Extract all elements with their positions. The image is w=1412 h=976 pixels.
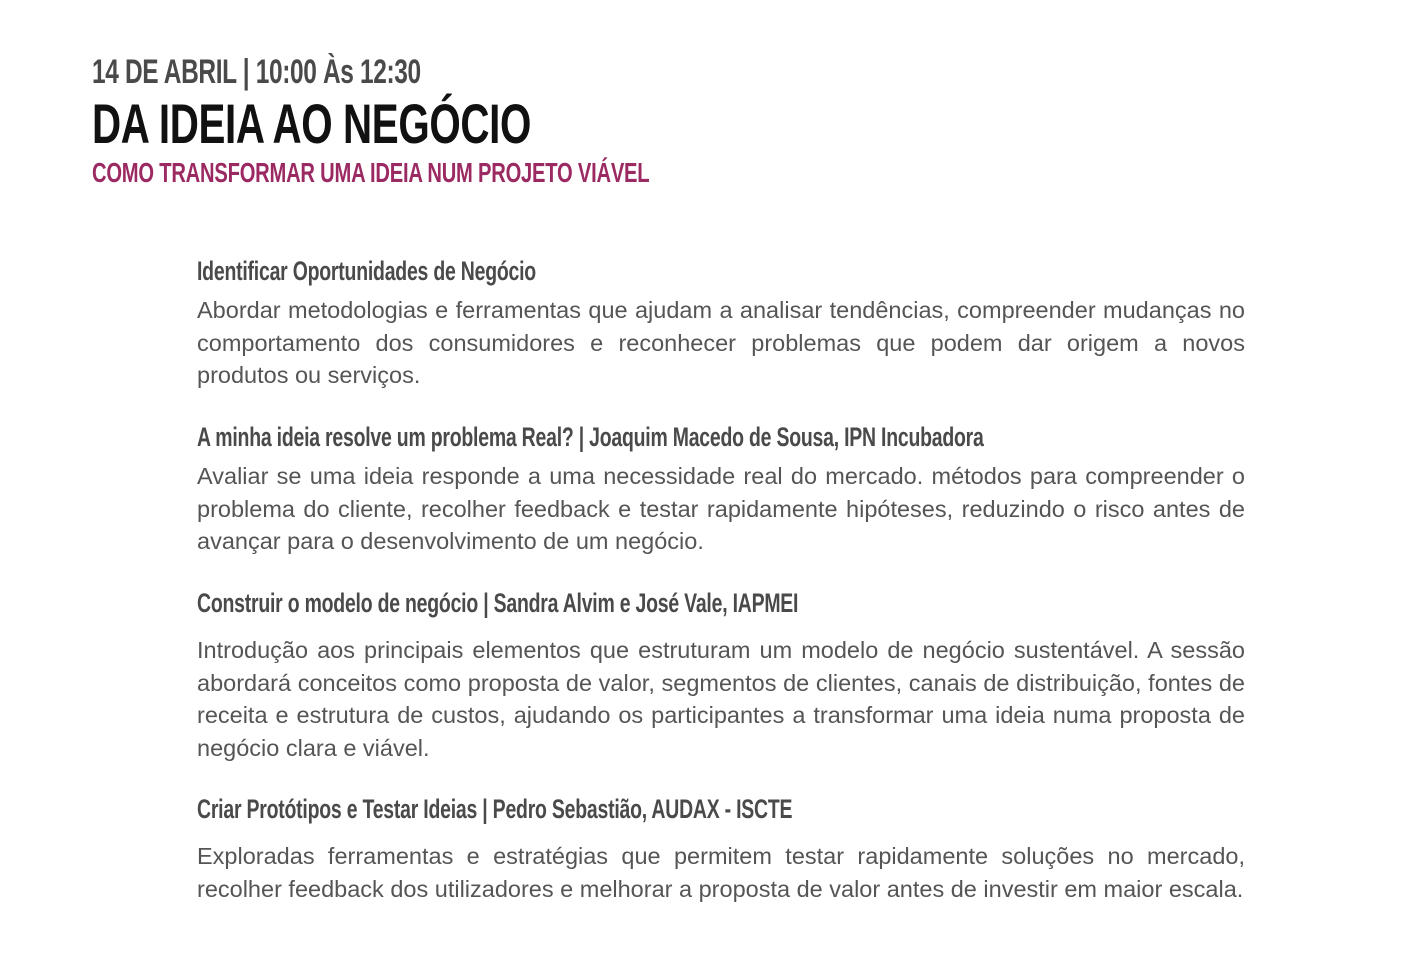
session-item xyxy=(197,254,1245,392)
session-item xyxy=(197,586,1245,764)
session-description: Introdução aos principais elementos que estruturam um modelo de negócio sustentável. A sessão abordará conceitos como proposta de valor, segmentos de clientes, canais de distribuição, fontes de receita e estrutura de custos, ajudando os participantes a transformar uma ideia numa proposta de negócio clara e viável. xyxy=(197,637,1245,761)
session-title: A minha ideia resolve um problema Real? | Joaquim Macedo de Sousa, IPN Incubadora xyxy=(197,422,984,452)
event-title: DA IDEIA AO NEGÓCIO xyxy=(92,92,531,155)
session-description: Avaliar se uma ideia responde a uma necessidade real do mercado. métodos para compreender o problema do cliente, recolher feedback e testar rapidamente hipóteses, reduzindo o risco antes de avançar para o desenvolvimento de um negócio. xyxy=(197,463,1245,554)
event-header xyxy=(92,52,866,190)
session-item xyxy=(197,792,1245,905)
session-item xyxy=(197,420,1245,558)
session-title: Identificar Oportunidades de Negócio xyxy=(197,256,536,286)
session-description: Abordar metodologias e ferramentas que ajudam a analisar tendências, compreender mudanças no comportamento dos consumidores e reconhecer problemas que podem dar origem a novos produtos ou serviços. xyxy=(197,297,1245,388)
session-description: Exploradas ferramentas e estratégias que permitem testar rapidamente soluções no mercado, recolher feedback dos utilizadores e melhorar a proposta de valor antes de investir em maior escala. xyxy=(197,843,1245,902)
event-date-time: 14 DE ABRIL | 10:00 Às 12:30 xyxy=(92,53,421,91)
event-subtitle: COMO TRANSFORMAR UMA IDEIA NUM PROJETO VIÁVEL xyxy=(92,157,650,188)
session-title: Criar Protótipos e Testar Ideias | Pedro Sebastião, AUDAX - ISCTE xyxy=(197,794,793,824)
session-title: Construir o modelo de negócio | Sandra Alvim e José Vale, IAPMEI xyxy=(197,588,799,618)
